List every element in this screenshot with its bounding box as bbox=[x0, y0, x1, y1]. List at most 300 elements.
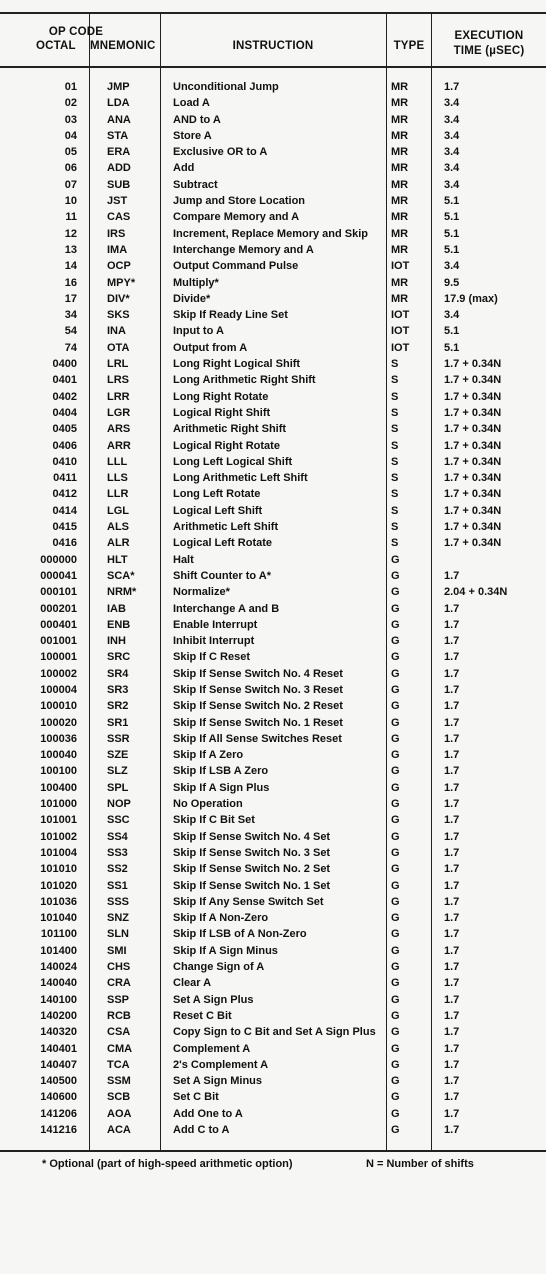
cell-instruction: Long Right Rotate bbox=[173, 390, 269, 403]
cell-instruction: Compare Memory and A bbox=[173, 211, 300, 224]
cell-octal: 140407 bbox=[40, 1058, 77, 1071]
table-row bbox=[0, 1024, 546, 1040]
cell-instruction: Skip If Sense Switch No. 4 Set bbox=[173, 830, 331, 843]
cell-execution-time: 1.7 bbox=[444, 1042, 460, 1055]
table-row bbox=[0, 177, 546, 193]
cell-instruction: Long Arithmetic Right Shift bbox=[173, 374, 316, 387]
cell-type: G bbox=[391, 912, 400, 925]
cell-mnemonic: LLR bbox=[107, 488, 129, 501]
cell-instruction: Set C Bit bbox=[173, 1091, 219, 1104]
cell-octal: 140500 bbox=[40, 1075, 77, 1088]
cell-instruction: Skip If LSB A Zero bbox=[173, 765, 269, 778]
table-row bbox=[0, 926, 546, 942]
cell-instruction: Exclusive OR to A bbox=[173, 146, 268, 159]
cell-mnemonic: CMA bbox=[107, 1042, 133, 1055]
cell-type: G bbox=[391, 798, 400, 811]
cell-instruction: Skip If Sense Switch No. 3 Reset bbox=[173, 683, 343, 696]
cell-instruction: Interchange Memory and A bbox=[173, 243, 314, 256]
cell-execution-time: 1.7 + 0.34N bbox=[444, 406, 502, 419]
cell-type: G bbox=[391, 683, 400, 696]
cell-type: MR bbox=[391, 129, 409, 142]
cell-instruction: Skip If Sense Switch No. 1 Set bbox=[173, 879, 331, 892]
cell-execution-time: 1.7 bbox=[444, 651, 460, 664]
cell-octal: 100002 bbox=[40, 667, 77, 680]
cell-execution-time: 1.7 bbox=[444, 81, 460, 93]
cell-type: S bbox=[391, 455, 399, 468]
cell-instruction: Increment, Replace Memory and Skip bbox=[173, 227, 369, 240]
cell-octal: 100040 bbox=[40, 749, 77, 762]
cell-instruction: Skip If Sense Switch No. 2 Reset bbox=[173, 700, 343, 713]
cell-type: G bbox=[391, 716, 400, 729]
cell-execution-time: 1.7 bbox=[444, 1107, 460, 1120]
cell-mnemonic: ADD bbox=[107, 162, 131, 175]
cell-instruction: Skip If C Reset bbox=[173, 651, 251, 664]
cell-mnemonic: SS4 bbox=[107, 830, 128, 843]
cell-instruction: AND to A bbox=[173, 113, 221, 126]
cell-mnemonic: CAS bbox=[107, 211, 131, 224]
cell-octal: 101100 bbox=[40, 928, 77, 941]
table-row bbox=[0, 1057, 546, 1073]
table-row bbox=[0, 1122, 546, 1138]
header-instruction: INSTRUCTION bbox=[232, 40, 314, 52]
cell-octal: 140200 bbox=[40, 1009, 77, 1022]
cell-type: MR bbox=[391, 243, 409, 256]
cell-mnemonic: SLN bbox=[107, 928, 129, 941]
cell-execution-time: 1.7 bbox=[444, 879, 460, 892]
table-row bbox=[0, 698, 546, 714]
shift-count-footnote: N = Number of shifts bbox=[366, 1158, 474, 1170]
cell-instruction: Enable Interrupt bbox=[173, 618, 258, 631]
cell-octal: 101004 bbox=[40, 846, 77, 859]
cell-octal: 100004 bbox=[40, 683, 77, 696]
cell-instruction: Change Sign of A bbox=[173, 961, 265, 974]
cell-octal: 141206 bbox=[40, 1107, 77, 1120]
cell-instruction: Set A Sign Plus bbox=[173, 993, 254, 1006]
cell-octal: 000201 bbox=[40, 602, 77, 615]
cell-instruction: Jump and Store Location bbox=[173, 195, 306, 208]
table-row bbox=[0, 340, 546, 356]
cell-type: MR bbox=[391, 227, 409, 240]
cell-mnemonic: CRA bbox=[107, 977, 131, 990]
cell-mnemonic: CSA bbox=[107, 1026, 131, 1039]
cell-octal: 05 bbox=[64, 146, 77, 159]
cell-type: G bbox=[391, 667, 400, 680]
table-row bbox=[0, 112, 546, 128]
cell-execution-time: 1.7 bbox=[444, 569, 460, 582]
cell-execution-time: 3.4 bbox=[444, 260, 460, 273]
cell-type: S bbox=[391, 406, 399, 419]
cell-octal: 0415 bbox=[52, 521, 77, 534]
cell-type: MR bbox=[391, 276, 409, 289]
table-row bbox=[0, 405, 546, 421]
cell-mnemonic: SZE bbox=[107, 749, 129, 762]
cell-type: MR bbox=[391, 178, 409, 191]
cell-instruction: Arithmetic Right Shift bbox=[173, 423, 287, 436]
table-row bbox=[0, 1106, 546, 1122]
cell-type: G bbox=[391, 635, 400, 648]
table-row bbox=[0, 503, 546, 519]
cell-mnemonic: JST bbox=[107, 195, 128, 208]
cell-octal: 0401 bbox=[52, 374, 77, 387]
cell-execution-time: 1.7 bbox=[444, 1091, 460, 1104]
table-row bbox=[0, 258, 546, 274]
cell-instruction: No Operation bbox=[173, 798, 243, 811]
cell-type: MR bbox=[391, 292, 409, 305]
cell-octal: 100020 bbox=[40, 716, 77, 729]
cell-mnemonic: STA bbox=[107, 129, 129, 142]
cell-instruction: Add bbox=[173, 162, 195, 175]
cell-octal: 000000 bbox=[40, 553, 77, 566]
cell-mnemonic: LRL bbox=[107, 358, 129, 371]
cell-octal: 140600 bbox=[40, 1091, 77, 1104]
table-row bbox=[0, 307, 546, 323]
cell-mnemonic: SS3 bbox=[107, 846, 128, 859]
cell-mnemonic: SR4 bbox=[107, 667, 129, 680]
cell-instruction: Shift Counter to A* bbox=[173, 569, 271, 582]
bottom-rule bbox=[0, 1150, 546, 1152]
cell-mnemonic: OCP bbox=[107, 260, 131, 273]
table-row bbox=[0, 291, 546, 307]
cell-instruction: Logical Right Shift bbox=[173, 406, 271, 419]
cell-execution-time: 1.7 bbox=[444, 993, 460, 1006]
cell-mnemonic: SS2 bbox=[107, 863, 128, 876]
cell-octal: 100100 bbox=[40, 765, 77, 778]
cell-type: S bbox=[391, 358, 399, 371]
cell-type: IOT bbox=[391, 260, 410, 273]
cell-instruction: Normalize* bbox=[173, 586, 230, 599]
cell-type: MR bbox=[391, 195, 409, 208]
cell-mnemonic: SR1 bbox=[107, 716, 129, 729]
table-row bbox=[0, 601, 546, 617]
cell-execution-time: 1.7 bbox=[444, 863, 460, 876]
cell-execution-time: 1.7 bbox=[444, 830, 460, 843]
cell-execution-time: 1.7 + 0.34N bbox=[444, 423, 502, 436]
cell-instruction: Skip If LSB of A Non-Zero bbox=[173, 928, 307, 941]
cell-type: S bbox=[391, 423, 399, 436]
cell-mnemonic: ERA bbox=[107, 146, 131, 159]
cell-execution-time: 1.7 bbox=[444, 781, 460, 794]
cell-type: G bbox=[391, 765, 400, 778]
table-row bbox=[0, 829, 546, 845]
cell-execution-time: 3.4 bbox=[444, 113, 460, 126]
cell-type: G bbox=[391, 944, 400, 957]
cell-type: G bbox=[391, 895, 400, 908]
cell-mnemonic: SR3 bbox=[107, 683, 129, 696]
table-row bbox=[0, 1041, 546, 1057]
cell-instruction: Long Right Logical Shift bbox=[173, 358, 301, 371]
cell-octal: 100400 bbox=[40, 781, 77, 794]
cell-execution-time: 5.1 bbox=[444, 227, 460, 240]
cell-mnemonic: LGR bbox=[107, 406, 131, 419]
cell-mnemonic: SR2 bbox=[107, 700, 129, 713]
table-row bbox=[0, 943, 546, 959]
cell-execution-time: 1.7 + 0.34N bbox=[444, 537, 502, 550]
cell-execution-time: 1.7 bbox=[444, 977, 460, 990]
cell-type: G bbox=[391, 830, 400, 843]
cell-instruction: Long Arithmetic Left Shift bbox=[173, 472, 308, 485]
cell-instruction: Arithmetic Left Shift bbox=[173, 521, 279, 534]
cell-octal: 001001 bbox=[40, 635, 77, 648]
cell-instruction: Long Left Rotate bbox=[173, 488, 261, 501]
cell-mnemonic: SMI bbox=[107, 944, 127, 957]
cell-instruction: Complement A bbox=[173, 1042, 251, 1055]
cell-octal: 100010 bbox=[40, 700, 77, 713]
cell-octal: 140320 bbox=[40, 1026, 77, 1039]
cell-octal: 0404 bbox=[52, 406, 77, 419]
cell-octal: 140024 bbox=[40, 961, 77, 974]
cell-type: MR bbox=[391, 146, 409, 159]
cell-mnemonic: LDA bbox=[107, 97, 130, 110]
table-row bbox=[0, 128, 546, 144]
cell-execution-time: 1.7 bbox=[444, 765, 460, 778]
cell-octal: 0411 bbox=[53, 472, 77, 485]
table-row bbox=[0, 845, 546, 861]
cell-instruction: Multiply* bbox=[173, 276, 219, 289]
cell-execution-time: 1.7 bbox=[444, 1026, 460, 1039]
cell-instruction: Add C to A bbox=[173, 1124, 230, 1136]
table-row bbox=[0, 535, 546, 551]
cell-mnemonic: ENB bbox=[107, 618, 131, 631]
cell-type: G bbox=[391, 846, 400, 859]
cell-type: G bbox=[391, 553, 400, 566]
cell-type: G bbox=[391, 993, 400, 1006]
cell-mnemonic: SS1 bbox=[107, 879, 128, 892]
cell-octal: 101010 bbox=[40, 863, 77, 876]
table-row bbox=[0, 878, 546, 894]
cell-octal: 101001 bbox=[40, 814, 77, 827]
cell-octal: 140040 bbox=[40, 977, 77, 990]
cell-instruction: Long Left Logical Shift bbox=[173, 455, 293, 468]
cell-execution-time: 3.4 bbox=[444, 162, 460, 175]
table-row bbox=[0, 861, 546, 877]
cell-octal: 100036 bbox=[40, 732, 77, 745]
cell-type: G bbox=[391, 1107, 400, 1120]
cell-type: G bbox=[391, 1009, 400, 1022]
cell-octal: 101040 bbox=[40, 912, 77, 925]
cell-octal: 03 bbox=[64, 113, 77, 126]
cell-execution-time: 1.7 bbox=[444, 716, 460, 729]
cell-execution-time: 17.9 (max) bbox=[444, 292, 498, 305]
cell-instruction: Skip If Sense Switch No. 1 Reset bbox=[173, 716, 343, 729]
cell-mnemonic: DIV* bbox=[107, 292, 130, 305]
cell-mnemonic: SSC bbox=[107, 814, 130, 827]
cell-mnemonic: JMP bbox=[107, 81, 130, 93]
cell-execution-time: 1.7 + 0.34N bbox=[444, 488, 502, 501]
cell-execution-time: 3.4 bbox=[444, 97, 460, 110]
cell-execution-time: 1.7 bbox=[444, 732, 460, 745]
cell-type: MR bbox=[391, 162, 409, 175]
cell-instruction: Clear A bbox=[173, 977, 212, 990]
cell-mnemonic: SNZ bbox=[107, 912, 129, 925]
cell-mnemonic: SKS bbox=[107, 309, 130, 322]
cell-type: G bbox=[391, 732, 400, 745]
cell-instruction: Skip If C Bit Set bbox=[173, 814, 255, 827]
cell-execution-time: 1.7 bbox=[444, 1058, 460, 1071]
cell-execution-time: 1.7 bbox=[444, 667, 460, 680]
header-op-code: OP CODE bbox=[48, 26, 104, 38]
cell-instruction: Divide* bbox=[173, 292, 211, 305]
cell-instruction: Skip If A Non-Zero bbox=[173, 912, 269, 925]
cell-mnemonic: SUB bbox=[107, 178, 131, 191]
cell-execution-time: 3.4 bbox=[444, 146, 460, 159]
cell-mnemonic: SSM bbox=[107, 1075, 131, 1088]
cell-mnemonic: INA bbox=[107, 325, 126, 338]
cell-type: G bbox=[391, 749, 400, 762]
cell-type: S bbox=[391, 521, 399, 534]
cell-octal: 101002 bbox=[40, 830, 77, 843]
header-time: TIME (µSEC) bbox=[453, 45, 525, 57]
cell-octal: 101036 bbox=[40, 895, 77, 908]
table-row bbox=[0, 519, 546, 535]
cell-instruction: Skip If All Sense Switches Reset bbox=[173, 732, 342, 745]
cell-mnemonic: IAB bbox=[107, 602, 126, 615]
cell-octal: 07 bbox=[64, 178, 77, 191]
cell-mnemonic: CHS bbox=[107, 961, 131, 974]
cell-mnemonic: LLL bbox=[107, 455, 128, 468]
cell-execution-time: 1.7 bbox=[444, 961, 460, 974]
cell-instruction: Set A Sign Minus bbox=[173, 1075, 263, 1088]
cell-octal: 10 bbox=[64, 195, 77, 208]
cell-instruction: Store A bbox=[173, 129, 212, 142]
cell-mnemonic: IRS bbox=[107, 227, 126, 240]
table-row bbox=[0, 763, 546, 779]
cell-type: G bbox=[391, 781, 400, 794]
table-row bbox=[0, 1089, 546, 1105]
table-row bbox=[0, 226, 546, 242]
table-row bbox=[0, 79, 546, 95]
cell-mnemonic: HLT bbox=[107, 553, 128, 566]
cell-type: G bbox=[391, 1026, 400, 1039]
cell-mnemonic: IMA bbox=[107, 243, 128, 256]
table-row bbox=[0, 682, 546, 698]
table-row bbox=[0, 812, 546, 828]
cell-instruction: 2's Complement A bbox=[173, 1058, 269, 1071]
cell-execution-time: 1.7 bbox=[444, 700, 460, 713]
cell-execution-time: 1.7 bbox=[444, 1009, 460, 1022]
cell-instruction: Skip If A Sign Minus bbox=[173, 944, 278, 957]
cell-mnemonic: SCB bbox=[107, 1091, 131, 1104]
cell-type: S bbox=[391, 374, 399, 387]
cell-execution-time: 1.7 + 0.34N bbox=[444, 390, 502, 403]
cell-execution-time: 9.5 bbox=[444, 276, 460, 289]
cell-type: S bbox=[391, 472, 399, 485]
cell-octal: 0405 bbox=[52, 423, 77, 436]
cell-instruction: Skip If Sense Switch No. 4 Reset bbox=[173, 667, 343, 680]
cell-mnemonic: ANA bbox=[107, 113, 131, 126]
cell-mnemonic: LRS bbox=[107, 374, 129, 387]
cell-type: S bbox=[391, 390, 399, 403]
cell-execution-time: 1.7 bbox=[444, 798, 460, 811]
cell-execution-time: 3.4 bbox=[444, 178, 460, 191]
cell-octal: 04 bbox=[64, 129, 77, 142]
cell-instruction: Skip If Ready Line Set bbox=[173, 309, 288, 322]
table-row bbox=[0, 95, 546, 111]
cell-octal: 101020 bbox=[40, 879, 77, 892]
cell-mnemonic: TCA bbox=[107, 1058, 130, 1071]
cell-octal: 100001 bbox=[40, 651, 77, 664]
cell-type: MR bbox=[391, 113, 409, 126]
cell-execution-time: 1.7 + 0.34N bbox=[444, 521, 502, 534]
table-row bbox=[0, 649, 546, 665]
cell-execution-time: 1.7 bbox=[444, 1124, 460, 1136]
table-row bbox=[0, 144, 546, 160]
cell-mnemonic: ALS bbox=[107, 521, 129, 534]
cell-type: G bbox=[391, 977, 400, 990]
cell-execution-time: 1.7 bbox=[444, 895, 460, 908]
table-row bbox=[0, 486, 546, 502]
cell-mnemonic: INH bbox=[107, 635, 126, 648]
cell-type: G bbox=[391, 618, 400, 631]
cell-type: G bbox=[391, 863, 400, 876]
cell-instruction: Skip If Any Sense Switch Set bbox=[173, 895, 324, 908]
cell-type: S bbox=[391, 537, 399, 550]
table-row bbox=[0, 894, 546, 910]
cell-type: S bbox=[391, 488, 399, 501]
cell-octal: 141216 bbox=[40, 1124, 77, 1136]
cell-mnemonic: ARR bbox=[107, 439, 131, 452]
cell-type: G bbox=[391, 651, 400, 664]
header-mnemonic: MNEMONIC bbox=[90, 40, 156, 52]
cell-execution-time: 1.7 bbox=[444, 1075, 460, 1088]
cell-type: G bbox=[391, 928, 400, 941]
table-row bbox=[0, 666, 546, 682]
cell-type: S bbox=[391, 504, 399, 517]
cell-instruction: Add One to A bbox=[173, 1107, 243, 1120]
cell-execution-time: 1.7 bbox=[444, 846, 460, 859]
cell-instruction: Logical Right Rotate bbox=[173, 439, 280, 452]
table-row bbox=[0, 959, 546, 975]
cell-execution-time: 1.7 bbox=[444, 928, 460, 941]
table-row bbox=[0, 160, 546, 176]
cell-octal: 0412 bbox=[52, 488, 77, 501]
cell-execution-time: 3.4 bbox=[444, 129, 460, 142]
cell-mnemonic: RCB bbox=[107, 1009, 131, 1022]
cell-mnemonic: SCA* bbox=[107, 569, 135, 582]
cell-type: IOT bbox=[391, 309, 410, 322]
cell-octal: 000041 bbox=[40, 569, 77, 582]
cell-octal: 0400 bbox=[52, 358, 77, 371]
cell-execution-time: 1.7 + 0.34N bbox=[444, 504, 502, 517]
cell-type: G bbox=[391, 602, 400, 615]
cell-mnemonic: SRC bbox=[107, 651, 131, 664]
cell-instruction: Inhibit Interrupt bbox=[173, 635, 255, 648]
header-type: TYPE bbox=[393, 40, 425, 52]
cell-type: G bbox=[391, 1124, 400, 1136]
cell-instruction: Output Command Pulse bbox=[173, 260, 299, 273]
cell-execution-time: 1.7 + 0.34N bbox=[444, 358, 502, 371]
table-row bbox=[0, 389, 546, 405]
instruction-rows bbox=[0, 79, 546, 1138]
table-row bbox=[0, 209, 546, 225]
cell-octal: 12 bbox=[64, 227, 77, 240]
table-row bbox=[0, 568, 546, 584]
cell-type: G bbox=[391, 586, 400, 599]
cell-mnemonic: OTA bbox=[107, 341, 130, 354]
header-rule bbox=[0, 66, 546, 68]
cell-execution-time: 3.4 bbox=[444, 309, 460, 322]
cell-mnemonic: NRM* bbox=[107, 586, 137, 599]
cell-instruction: Skip If Sense Switch No. 2 Set bbox=[173, 863, 331, 876]
cell-type: S bbox=[391, 439, 399, 452]
cell-mnemonic: SSR bbox=[107, 732, 130, 745]
table-row bbox=[0, 992, 546, 1008]
cell-instruction: Logical Left Shift bbox=[173, 504, 263, 517]
cell-instruction: Halt bbox=[173, 553, 194, 566]
cell-octal: 34 bbox=[64, 309, 77, 322]
cell-instruction: Output from A bbox=[173, 341, 248, 354]
table-row bbox=[0, 910, 546, 926]
table-row bbox=[0, 796, 546, 812]
